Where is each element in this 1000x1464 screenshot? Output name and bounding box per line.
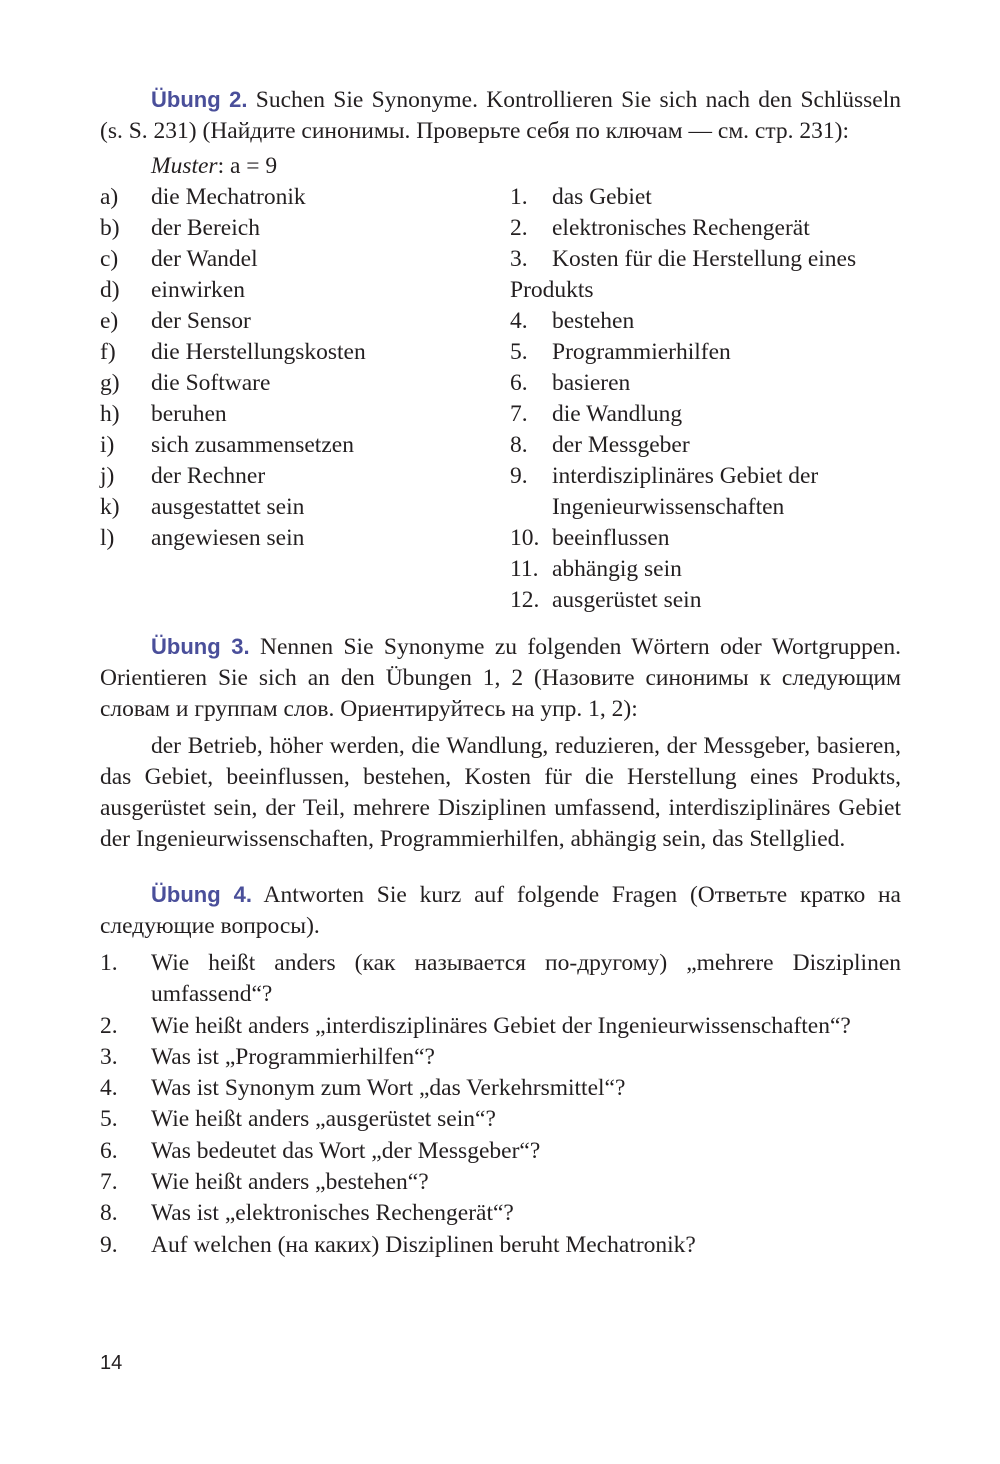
exercise-2 — [100, 84, 901, 617]
exercise-3 — [100, 631, 901, 855]
left-word-item-text: die Mechatronik — [151, 184, 306, 210]
exercise-2-instruction — [100, 84, 901, 147]
right-synonym-item-label: 2. — [510, 215, 528, 241]
right-synonym-item-text: Produkts — [510, 277, 594, 303]
right-synonym-item — [510, 213, 905, 244]
right-synonym-item — [510, 244, 905, 275]
page-content — [100, 84, 901, 1275]
right-synonym-item-label: 12. — [510, 587, 540, 613]
right-synonym-item — [510, 430, 905, 461]
right-synonym-item-text: die Wandlung — [552, 401, 683, 427]
question-number: 1. — [100, 950, 118, 976]
question-number: 2. — [100, 1012, 118, 1039]
left-word-item-text: der Bereich — [151, 215, 260, 241]
question-number: 5. — [100, 1106, 118, 1133]
right-synonym-item-label: 10. — [510, 525, 540, 551]
left-word-item — [100, 213, 500, 244]
exercise-2-text: Suchen Sie Synonyme. Kontrollieren Sie sich nach den Schlüsseln (s. S. 231) (Найдите синонимы. Проверьте себя по ключам — см. стр. 231): — [100, 87, 901, 144]
exercise-3-word-list: der Betrieb, höher werden, die Wandlung, reduzieren, der Messgeber, basieren, das Gebiet, beeinflussen, bestehen, Kosten für die Herstellung eines Produkts, ausgerüstet sein, der Teil, mehrere Disziplinen umfassend, interdisziplinäres Gebiet der Ingenieurwissenschaften, Programmierhilfen, abhängig sein, das Stellglied. — [100, 733, 901, 852]
question-item — [100, 1198, 901, 1229]
exercise-4-instruction — [100, 879, 901, 942]
exercise-3-instruction — [100, 631, 901, 725]
question-text: Wie heißt anders (как называется по-другому) „mehrere Disziplinen umfassend“? — [151, 950, 901, 1008]
left-word-item — [100, 368, 500, 399]
question-list — [100, 948, 901, 1261]
left-word-item — [100, 492, 500, 523]
right-synonym-item-text: das Gebiet — [552, 184, 652, 210]
left-word-item-text: der Sensor — [151, 308, 251, 334]
right-synonym-item — [510, 368, 905, 399]
left-word-item-text: der Wandel — [151, 246, 258, 272]
right-synonym-item-label: 6. — [510, 370, 528, 396]
right-synonym-item-text: Ingenieurwissenschaften — [552, 494, 785, 520]
left-word-item — [100, 244, 500, 275]
question-item — [100, 1230, 901, 1261]
left-word-item — [100, 337, 500, 368]
question-number: 3. — [100, 1043, 118, 1070]
left-word-item-label: d) — [100, 277, 120, 303]
left-word-item-label: f) — [100, 339, 116, 365]
right-synonym-item-text: der Messgeber — [552, 432, 690, 458]
right-synonym-item-text: interdisziplinäres Gebiet der — [552, 463, 819, 489]
example-line — [151, 151, 901, 182]
exercise-3-heading: Übung 3. — [151, 634, 250, 659]
question-number: 6. — [100, 1137, 118, 1164]
right-synonym-item-label: 5. — [510, 339, 528, 365]
example-value: : a = 9 — [217, 153, 278, 179]
question-item — [100, 1104, 901, 1135]
exercise-2-heading: Übung 2. — [151, 87, 248, 112]
left-word-item-label: i) — [100, 432, 115, 458]
right-synonym-item-text: Kosten für die Herstellung eines — [552, 246, 857, 272]
right-synonym-item-label: 3. — [510, 246, 528, 272]
right-synonym-list — [510, 182, 905, 616]
question-number: 9. — [100, 1231, 118, 1258]
question-text: Wie heißt anders „bestehen“? — [151, 1169, 429, 1196]
right-synonym-item-label: 11. — [510, 556, 539, 582]
left-word-item — [100, 306, 500, 337]
left-word-item-text: angewiesen sein — [151, 525, 305, 551]
right-synonym-item-text: ausgerüstet sein — [552, 587, 702, 613]
left-word-item — [100, 275, 500, 306]
exercise-4 — [100, 879, 901, 1261]
question-text: Was ist Synonym zum Wort „das Verkehrsmittel“? — [151, 1075, 626, 1102]
question-number: 8. — [100, 1200, 118, 1227]
left-word-item-label: g) — [100, 370, 120, 396]
question-item — [100, 1073, 901, 1104]
left-word-item — [100, 182, 500, 213]
question-item — [100, 1167, 901, 1198]
left-word-item-text: einwirken — [151, 277, 245, 303]
right-synonym-item — [510, 306, 905, 337]
right-synonym-item-text: abhängig sein — [552, 556, 682, 582]
left-word-item-text: die Software — [151, 370, 271, 396]
question-text: Was bedeutet das Wort „der Messgeber“? — [151, 1137, 541, 1164]
left-word-item — [100, 399, 500, 430]
right-synonym-item — [510, 337, 905, 368]
question-text: Auf welchen (на каких) Disziplinen beruht Mechatronik? — [151, 1231, 696, 1258]
question-item — [100, 1011, 901, 1042]
right-synonym-item — [510, 585, 905, 616]
right-synonym-item — [510, 461, 905, 492]
left-word-item-text: sich zusammensetzen — [151, 432, 354, 458]
question-item — [100, 1136, 901, 1167]
left-word-item-text: der Rechner — [151, 463, 266, 489]
left-word-item-text: ausgestattet sein — [151, 494, 305, 520]
right-synonym-item-label: 8. — [510, 432, 528, 458]
left-word-item — [100, 461, 500, 492]
left-word-item — [100, 523, 500, 554]
question-item — [100, 1042, 901, 1073]
right-synonym-item-label: 9. — [510, 463, 528, 489]
right-synonym-item-text: beeinflussen — [552, 525, 670, 551]
left-word-item-label: l) — [100, 525, 115, 551]
matching-columns — [100, 182, 901, 617]
example-label: Muster — [151, 153, 218, 179]
right-synonym-item-text: bestehen — [552, 308, 635, 334]
right-synonym-item — [510, 492, 905, 523]
right-synonym-item-label: 7. — [510, 401, 528, 427]
page-number: 14 — [100, 1352, 123, 1374]
right-synonym-item — [510, 399, 905, 430]
right-synonym-item-label — [510, 492, 552, 523]
exercise-4-text: Antworten Sie kurz auf folgende Fragen (Ответьте кратко на следующие вопросы). — [100, 882, 901, 939]
left-word-item-text: beruhen — [151, 401, 227, 427]
left-word-item-label: c) — [100, 246, 119, 272]
right-synonym-item-text: Programmierhilfen — [552, 339, 731, 365]
question-text: Was ist „elektronisches Rechengerät“? — [151, 1200, 514, 1227]
right-synonym-item — [510, 523, 905, 554]
question-text: Wie heißt anders „interdisziplinäres Gebiet der Ingenieurwissenschaften“? — [151, 1012, 851, 1039]
right-synonym-item-label: 4. — [510, 308, 528, 334]
question-text: Wie heißt anders „ausgerüstet sein“? — [151, 1106, 496, 1133]
right-synonym-item — [510, 554, 905, 585]
question-number: 4. — [100, 1075, 118, 1102]
left-word-item — [100, 430, 500, 461]
left-word-item-label: h) — [100, 401, 120, 427]
left-word-item-label: e) — [100, 308, 119, 334]
right-synonym-item-text: basieren — [552, 370, 631, 396]
left-word-item-label: k) — [100, 494, 120, 520]
left-word-item-text: die Herstellungskosten — [151, 339, 366, 365]
exercise-4-heading: Übung 4. — [151, 882, 253, 907]
question-number: 7. — [100, 1169, 118, 1196]
left-word-item-label: a) — [100, 184, 119, 210]
left-word-item-label: j) — [100, 463, 115, 489]
right-synonym-item-label: 1. — [510, 184, 528, 210]
right-synonym-item — [510, 182, 905, 213]
question-text: Was ist „Programmierhilfen“? — [151, 1043, 435, 1070]
left-word-list — [100, 182, 500, 554]
left-word-item-label: b) — [100, 215, 120, 241]
right-synonym-item — [510, 275, 905, 306]
exercise-3-text: Nennen Sie Synonyme zu folgenden Wörtern oder Wortgruppen. Orientieren Sie sich an den Übungen 1, 2 (Назовите синонимы к следующим словам и группам слов. Ориентируйтесь на упр. 1, 2): — [100, 634, 901, 722]
right-synonym-item-text: elektronisches Rechengerät — [552, 215, 810, 241]
question-item — [100, 948, 901, 1011]
